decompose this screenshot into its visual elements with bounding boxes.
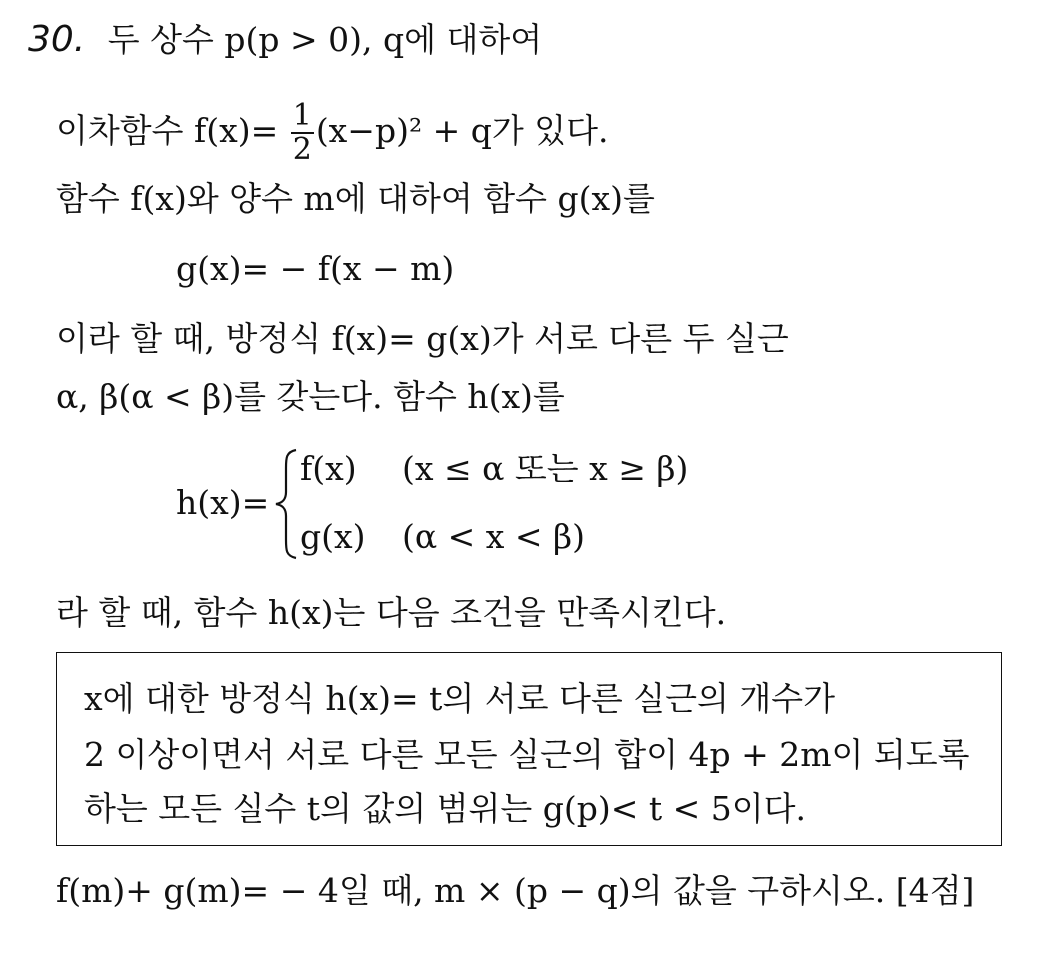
g-definition-intro: 함수 f(x)와 양수 m에 대하여 함수 g(x)를 (56, 179, 655, 218)
fraction-numerator: 1 (292, 98, 312, 133)
problem-intro-text: 두 상수 p(p > 0), q에 대하여 (107, 20, 543, 59)
fraction-denominator: 2 (292, 132, 312, 167)
quadratic-definition (56, 100, 609, 166)
case1-condition: (x ≤ α 또는 x ≥ β) (402, 449, 689, 488)
roots-statement-line1: 이라 할 때, 방정식 f(x)= g(x)가 서로 다른 두 실근 (56, 319, 789, 358)
quadratic-definition-prefix: 이차함수 f(x)= (56, 111, 289, 150)
case1-function: f(x) (300, 449, 357, 488)
condition-line3: 하는 모든 실수 t의 값의 범위는 g(p)< t < 5이다. (84, 789, 807, 828)
problem-number: 30. (28, 19, 86, 60)
piecewise-brace-icon (272, 448, 302, 560)
condition-line1: x에 대한 방정식 h(x)= t의 서로 다른 실근의 개수가 (84, 679, 835, 718)
one-half-fraction (291, 100, 314, 166)
case2-condition: (α < x < β) (402, 517, 585, 556)
case2-function: g(x) (300, 517, 366, 556)
roots-statement-line2: α, β(α < β)를 갖는다. 함수 h(x)를 (56, 377, 565, 416)
condition-line2: 2 이상이면서 서로 다른 모든 실근의 합이 4p + 2m이 되도록 (84, 735, 970, 774)
condition-intro: 라 할 때, 함수 h(x)는 다음 조건을 만족시킨다. (56, 593, 727, 632)
quadratic-definition-suffix: (x−p)² + q가 있다. (315, 111, 609, 150)
h-lhs: h(x)= (176, 483, 270, 522)
final-question: f(m)+ g(m)= − 4일 때, m × (p − q)의 값을 구하시오. [4점] (56, 871, 975, 910)
g-equation: g(x)= − f(x − m) (176, 249, 455, 288)
problem-header (28, 19, 543, 60)
